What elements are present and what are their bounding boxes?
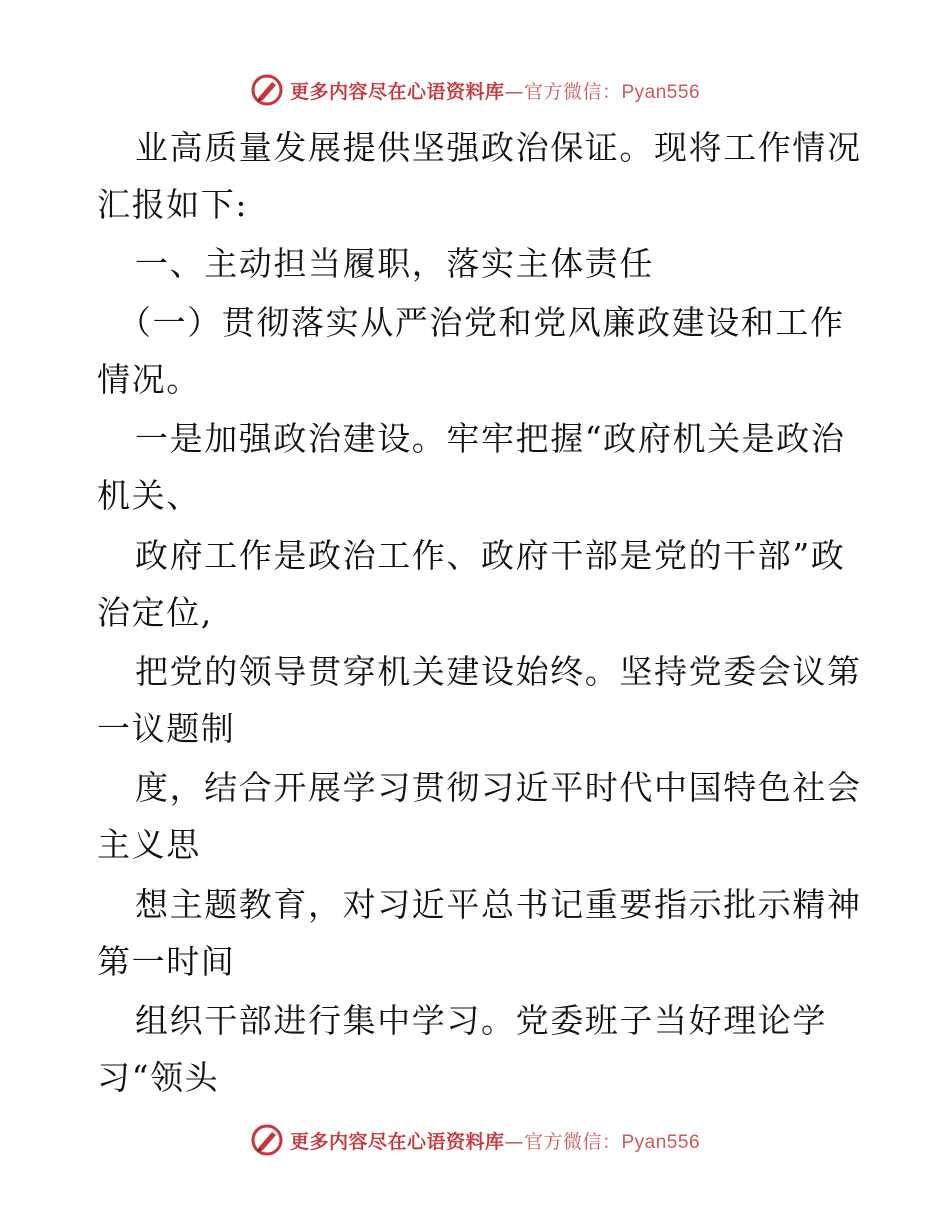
watermark-wechat-id: Pyan556: [621, 81, 701, 103]
text-line: 想主题教育，对习近平总书记重要指示批示精神: [135, 885, 862, 924]
text-line: （一）贯彻落实从严治党和党风廉政建设和工作: [118, 303, 845, 342]
watermark-brand: 更多内容尽在心语资料库: [289, 1130, 505, 1153]
watermark-wechat-id: Pyan556: [621, 1131, 701, 1153]
text-line: 一、主动担当履职，落实主体责任: [135, 244, 654, 283]
text-line: 第一时间: [97, 942, 236, 981]
watermark-text: [290, 77, 700, 104]
text-line: 习“领头: [97, 1058, 220, 1097]
text-line: 汇报如下:: [97, 185, 249, 224]
pen-circle-icon: [250, 1123, 284, 1157]
text-line: 情况。: [97, 360, 201, 399]
watermark-official: 官方微信：: [523, 80, 622, 103]
text-line: 一是加强政治建设。牢牢把握“政府机关是政治: [135, 419, 846, 458]
watermark-separator: —: [504, 1130, 524, 1153]
text-line: 机关、: [97, 476, 201, 515]
watermark-text: [290, 1127, 700, 1154]
text-line: 组织干部进行集中学习。党委班子当好理论学: [135, 1001, 827, 1040]
text-line: 治定位,: [97, 593, 213, 632]
watermark-official: 官方微信：: [523, 1130, 622, 1153]
watermark-footer: [0, 1120, 950, 1160]
text-line: 政府工作是政治工作、政府干部是党的干部”政: [135, 536, 846, 575]
text-line: 业高质量发展提供坚强政治保证。现将工作情况: [135, 128, 862, 167]
watermark-separator: —: [504, 80, 524, 103]
text-line: 度，结合开展学习贯彻习近平时代中国特色社会: [135, 768, 862, 807]
text-line: 一议题制: [97, 709, 236, 748]
pen-circle-icon: [250, 73, 284, 107]
text-line: 把党的领导贯穿机关建设始终。坚持党委会议第: [135, 652, 862, 691]
watermark-brand: 更多内容尽在心语资料库: [289, 80, 505, 103]
watermark-header: [0, 70, 950, 110]
text-line: 主义思: [97, 825, 201, 864]
